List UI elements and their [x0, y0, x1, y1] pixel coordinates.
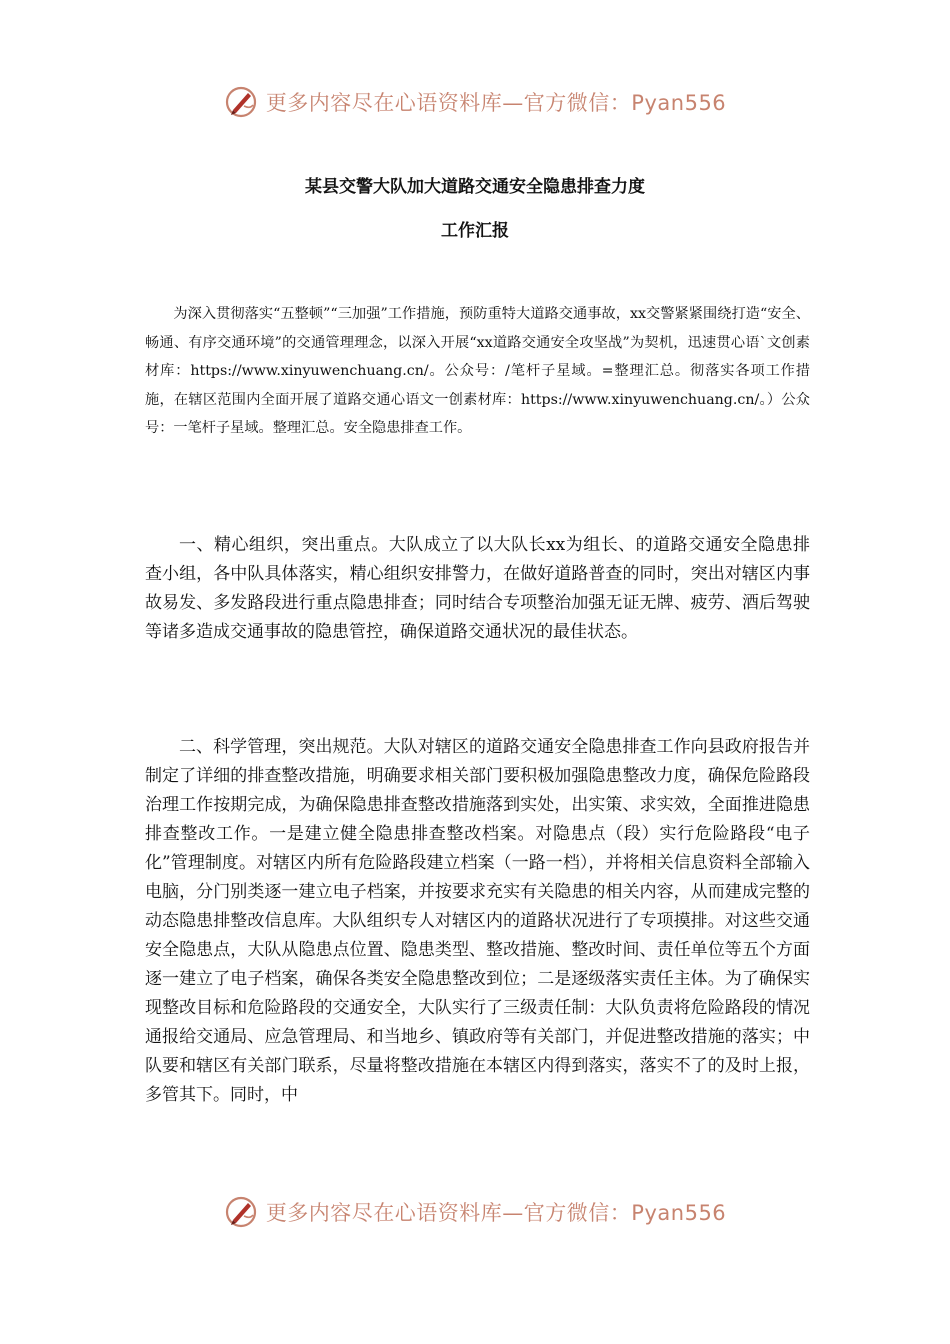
- section-2-paragraph: 二、科学管理，突出规范。大队对辖区的道路交通安全隐患排查工作向县政府报告并制定了详细的排查整改措施，明确要求相关部门要积极加强隐患整改力度，确保危险路段治理工作按期完成，为确保隐患排查整改措施落到实处，出实策、求实效，全面推进隐患排查整改工作。一是建立健全隐患排查整改档案。对隐患点（段）实行危险路段“电子化”管理制度。对辖区内所有危险路段建立档案（一路一档），并将相关信息资料全部输入电脑，分门别类逐一建立电子档案，并按要求充实有关隐患的相关内容，从而建成完整的动态隐患排整改信息库。大队组织专人对辖区内的道路状况进行了专项摸排。对这些交通安全隐患点，大队从隐患点位置、隐患类型、整改措施、整改时间、责任单位等五个方面逐一建立了电子档案，确保各类安全隐患整改到位；二是逐级落实责任主体。为了确保实现整改目标和危险路段的交通安全，大队实行了三级责任制：大队负责将危险路段的情况通报给交通局、应急管理局、和当地乡、镇政府等有关部门，并促进整改措施的落实；中队要和辖区有关部门联系，尽量将整改措施在本辖区内得到落实，落实不了的及时上报，多管其下。同时，中: [145, 737, 810, 1105]
- footer-watermark-banner: [0, 1190, 950, 1234]
- header-watermark-banner: [0, 80, 950, 124]
- pen-logo-icon: [224, 85, 258, 119]
- watermark-text: 更多内容尽在心语资料库—官方微信：Pyan556: [265, 1201, 727, 1225]
- section-1-paragraph: 一、精心组织，突出重点。大队成立了以大队长xx为组长、的道路交通安全隐患排查小组，各中队具体落实，精心组织安排警力，在做好道路普查的同时，突出对辖区内事故易发、多发路段进行重点隐患排查；同时结合专项整治加强无证无牌、疲劳、酒后驾驶等诸多造成交通事故的隐患管控，确保道路交通状况的最佳状态。: [145, 535, 810, 642]
- watermark-text: 更多内容尽在心语资料库—官方微信：Pyan556: [265, 91, 727, 115]
- document-title: 某县交警大队加大道路交通安全隐患排查力度: [305, 177, 645, 197]
- pen-logo-icon: [224, 1195, 258, 1229]
- intro-paragraph: 为深入贯彻落实“五整顿”“三加强”工作措施，预防重特大道路交通事故，xx交警紧紧围绕打造“安全、畅通、有序交通环境”的交通管理理念，以深入开展“xx道路交通安全攻坚战”为契机，迅速贯心语`文创素材库：https://www.xinyuwenchuang.cn/。公众号：/笔杆子星域。=整理汇总。彻落实各项工作措施，在辖区范围内全面开展了道路交通心语文一创素材库：https://www.xinyuwenchuang.cn/。）公众号：一笔杆子星域。整理汇总。安全隐患排查工作。: [145, 306, 810, 436]
- document-subtitle: 工作汇报: [441, 221, 509, 241]
